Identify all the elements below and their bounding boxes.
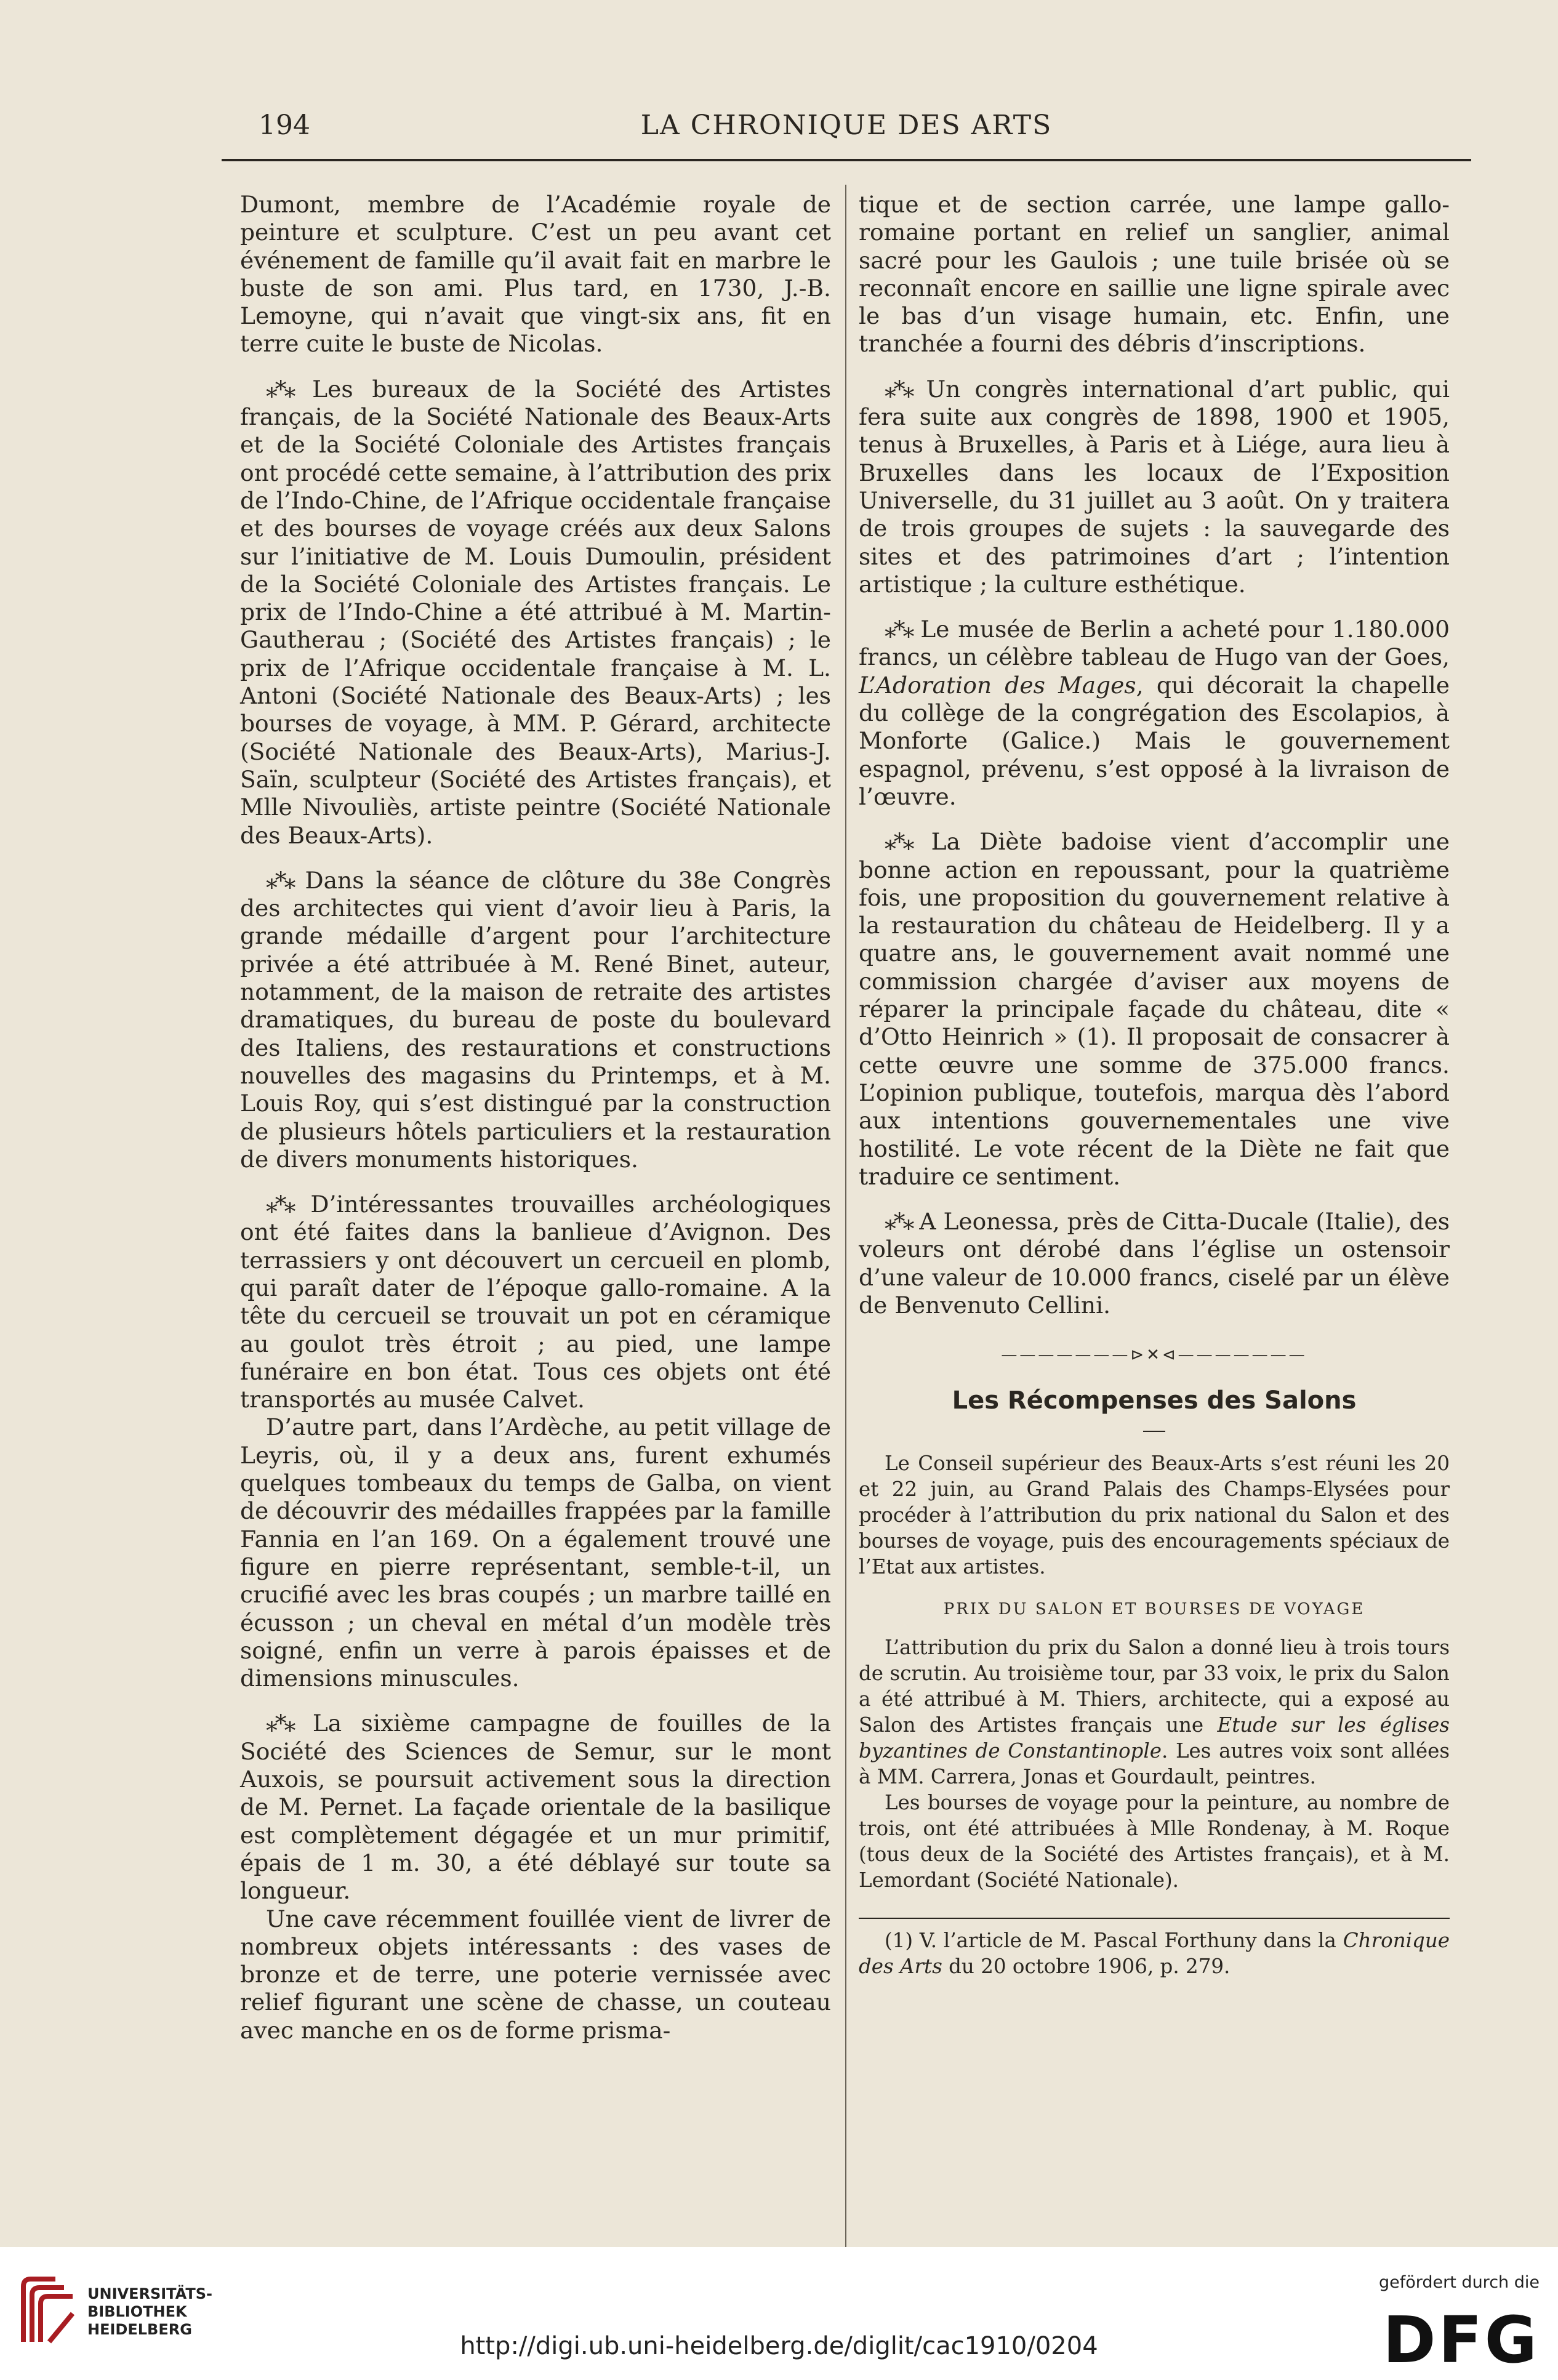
news-item [859, 376, 1450, 598]
paragraph-text: , qui décorait la chapelle du collège de la congrégation des Escolapios, à Monforte (Galice.) Mais le gouvernement espagnol, prévenu, s’est opposé à la livraison de l’œuvre. [859, 671, 1450, 810]
library-name [87, 2285, 212, 2339]
footnote-text: du 20 octobre 1906, p. 279. [942, 1955, 1231, 1979]
news-item [859, 616, 1450, 811]
page-header [222, 110, 1471, 159]
library-name-line: BIBLIOTHEK [87, 2303, 187, 2320]
artwork-title: L’Adoration des Mages [859, 671, 1136, 699]
paragraph-text: . Les autres voix sont allées à MM. Carrera, Jonas et Gourdault, peintres. [859, 1739, 1450, 1789]
digitization-footer [0, 2247, 1558, 2380]
paragraph-text: La Diète badoise vient d’accomplir une bonne action en repoussant, pour la quatrième fois, une proposition du gouvernement relative à la restauration du château de Heidelberg. Il y a quatre ans, le gouvernement avait nommé une commission chargée d’aviser aux moyens de réparer la principale façade du château, dite « d’Otto Heinrich » (1). Il proposait de consacrer à cette œuvre une somme de 375.000 francs. L’opinion publique, toutefois, marqua dès l’abord aux intentions gouvernementales une vive hostilité. Le vote récent de la Diète ne fait que traduire ce sentiment. [859, 828, 1450, 1190]
paragraph-text: Un congrès international d’art public, qui fera suite aux congrès de 1898, 1900 et 1905, tenus à Bruxelles, à Paris et à Liége, aura lieu à Bruxelles dans les locaux de l’Exposition Universelle, du 31 juillet au 3 août. On y traitera de trois groupes de sujets : la sauvegarde des sites et des patrimoines d’art ; l’intention artistique ; la culture esthétique. [859, 375, 1450, 598]
asterism: ⁎*⁎ [266, 866, 294, 894]
source-url-link[interactable]: http://digi.ub.uni-heidelberg.de/diglit/cac1910/0204 [460, 2332, 1098, 2360]
paragraph-text: La sixième campagne de fouilles de la Société des Sciences de Semur, sur le mont Auxois, se poursuit activement sous la direction de M. Pernet. La façade orientale de la basilique est complètement dégagée et un mur primitif, épais de 1 m. 30, a été déblayé sur toute sa longueur. [240, 1710, 831, 1905]
news-item [240, 1710, 831, 1905]
footnote-text: (1) V. l’article de M. Pascal Forthuny dans la [885, 1929, 1343, 1953]
library-name-line: HEIDELBERG [87, 2321, 192, 2338]
paragraph-text: Dans la séance de clôture du 38e Congrès des architectes qui vient d’avoir lieu à Paris, la grande médaille d’argent pour l’architecture privée a été attribuée à M. René Binet, auteur, notamment, de la maison de retraite des artistes dramatiques, du bureau de poste du boulevard des Italiens, des restaurations et constructions nouvelles des magasins du Printemps, et à M. Louis Roy, qui s’est distingué par la construction de plusieurs hôtels particuliers et la restauration de divers monuments historiques. [240, 866, 831, 1173]
paragraph: Une cave récemment fouillée vient de livrer de nombreux objets intéressants : des vases de bronze et de terre, une poterie vernissée avec relief figurant une scène de chasse, un couteau avec manche en os de forme prisma- [240, 1905, 831, 2044]
asterism: ⁎*⁎ [885, 616, 912, 643]
paragraph: Les bourses de voyage pour la peinture, au nombre de trois, ont été attribuées à Mlle Rondenay, à M. Roque (tous deux de la Société des Artistes français), et à M. Lemordant (Société Nationale). [859, 1791, 1450, 1892]
paragraph: Dumont, membre de l’Académie royale de peinture et sculpture. C’est un peu avant cet événement de famille qu’il avait fait en marbre le buste de son ami. Plus tard, en 1730, J.-B. Lemoyne, qui n’avait que vingt-six ans, fit en terre cuite le buste de Nicolas. [240, 191, 831, 358]
paragraph-text: A Leonessa, près de Citta-Ducale (Italie), des voleurs ont dérobé dans l’église un ostensoir d’une valeur de 10.000 francs, ciselé par un élève de Benvenuto Cellini. [859, 1208, 1450, 1319]
paragraph: Le Conseil supérieur des Beaux-Arts s’est réuni les 20 et 22 juin, au Grand Palais des Champs-Elysées pour procéder à l’attribution du prix national du Salon et des bourses de voyage, puis des encouragements spéciaux de l’Etat aux artistes. [859, 1451, 1450, 1578]
library-name-line: UNIVERSITÄTS- [87, 2285, 213, 2302]
page-number: 194 [259, 110, 310, 141]
paragraph-text: Les bureaux de la Société des Artistes français, de la Société Nationale des Beaux-Arts et de la Société Coloniale des Artistes français ont procédé cette semaine, à l’attribution des prix de l’Indo-Chine, de l’Afrique occidentale française et des bourses de voyage créés aux deux Salons sur l’initiative de M. Louis Dumoulin, président de la Société Coloniale des Artistes français. Le prix de l’Indo-Chine a été attribué à M. Martin-Gautherau ; (Société des Artistes français) ; le prix de l’Afrique occidentale française à M. L. Antoni (Société Nationale des Beaux-Arts) ; les bourses de voyage, à MM. P. Gérard, architecte (Société Nationale des Beaux-Arts), Marius-J. Saïn, sculpteur (Société des Artistes français), et Mlle Nivouliès, artiste peintre (Société Nationale des Beaux-Arts). [240, 375, 831, 849]
running-title: LA CHRONIQUE DES ARTS [640, 110, 1053, 141]
asterism: ⁎*⁎ [266, 375, 294, 403]
asterism: ⁎*⁎ [266, 1710, 294, 1737]
footnote-rule [859, 1918, 1450, 1919]
dfg-logo: DFG [1383, 2302, 1540, 2378]
news-item [859, 828, 1450, 1191]
right-column [859, 191, 1450, 1979]
news-item [240, 867, 831, 1173]
asterism: ⁎*⁎ [885, 828, 912, 856]
news-item [240, 376, 831, 850]
asterism: ⁎*⁎ [266, 1191, 294, 1218]
section-title: Les Récompenses des Salons [952, 1386, 1357, 1415]
subheading: PRIX DU SALON ET BOURSES DE VOYAGE [943, 1599, 1365, 1618]
column-divider [845, 185, 846, 2302]
paragraph [859, 1634, 1450, 1790]
paragraph: tique et de section carrée, une lampe gallo-romaine portant en relief un sanglier, animal sacré pour les Gaulois ; une tuile brisée où se reconnaît encore en saillie une ligne spirale avec le bas d’un visage humain, etc. Enfin, une tranchée a fourni des débris d’inscriptions. [859, 191, 1450, 358]
publication-title: Chronique des Arts [859, 1929, 1450, 1979]
section-dash [1143, 1431, 1165, 1432]
asterism: ⁎*⁎ [885, 375, 912, 403]
paragraph-text: Le musée de Berlin a acheté pour 1.180.000 francs, un célèbre tableau de Hugo van der Goes, [859, 616, 1450, 671]
work-title: Etude sur les églises byzantines de Constantinople [859, 1713, 1450, 1763]
ornament-divider: ———————⊳✕⊲——————— [1001, 1346, 1307, 1365]
news-item [859, 1208, 1450, 1319]
header-rule [222, 159, 1471, 161]
paragraph-text: D’intéressantes trouvailles archéologiques ont été faites dans la banlieue d’Avignon. Des terrassiers y ont découvert un cercueil en plomb, qui paraît dater de l’époque gallo-romaine. A la tête du cercueil se trouvait un pot en céramique au goulot très étroit ; au pied, une lampe funéraire en bon état. Tous ces objets ont été transportés au musée Calvet. [240, 1191, 831, 1413]
footnote [859, 1928, 1450, 1979]
funded-by-label: gefördert durch die [1379, 2273, 1540, 2292]
paragraph-text: L’attribution du prix du Salon a donné lieu à trois tours de scrutin. Au troisième tour, par 33 voix, le prix du Salon a été attribué à M. Thiers, architecte, qui a exposé au Salon des Artistes français une [859, 1636, 1450, 1737]
asterism: ⁎*⁎ [885, 1208, 912, 1236]
left-column [240, 191, 831, 2044]
news-item [240, 1191, 831, 1413]
paragraph: D’autre part, dans l’Ardèche, au petit village de Leyris, où, il y a deux ans, furent exhumés quelques tombeaux du temps de Galba, on vient de découvrir des médailles frappées par la famille Fannia en l’an 169. On a également trouvé une figure en pierre représentant, semble-t-il, un crucifié avec les bras coupés ; un marbre taillé en écusson ; un cheval en métal d’un modèle très soigné, enfin un verre à parois épaisses et de dimensions minuscules. [240, 1413, 831, 1692]
